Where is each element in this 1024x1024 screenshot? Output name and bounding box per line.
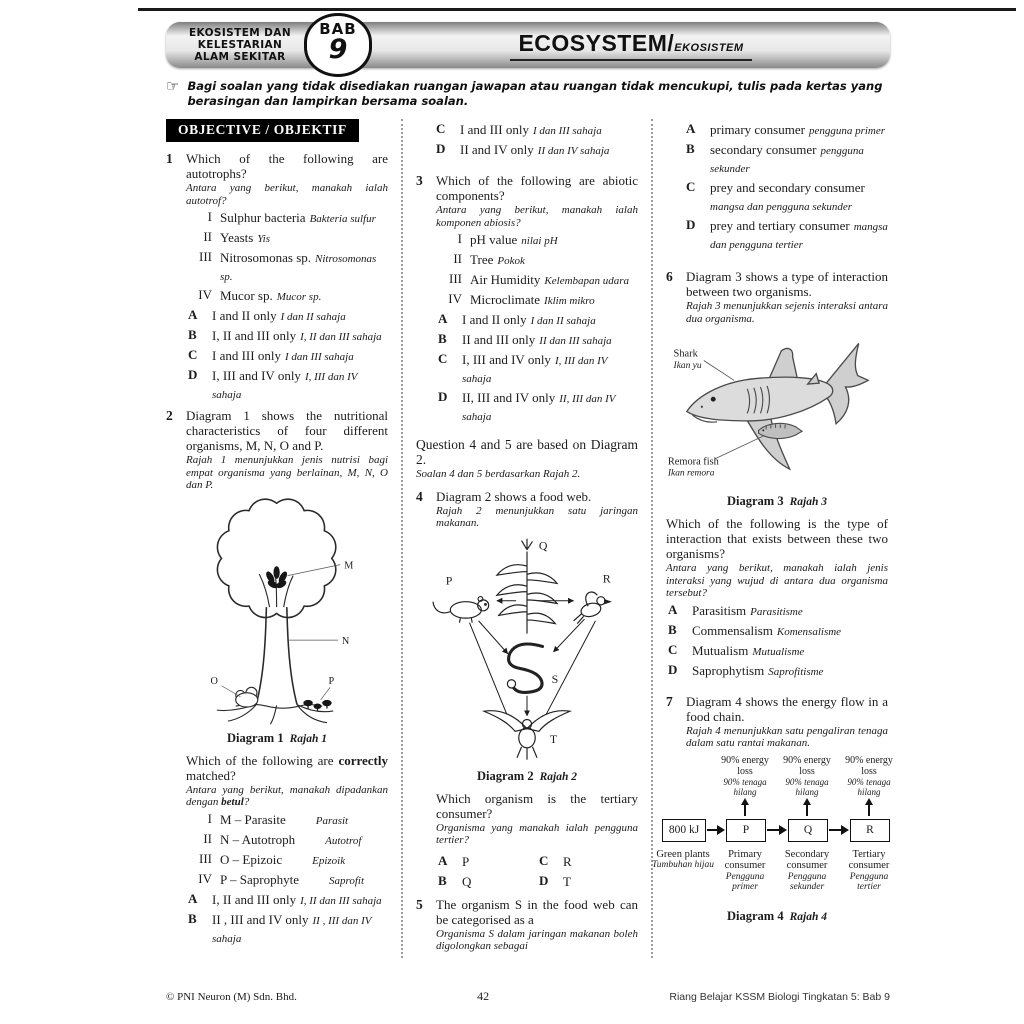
option-letter: D bbox=[438, 389, 448, 404]
option-letter: A bbox=[188, 890, 198, 906]
option-letter: D bbox=[539, 872, 549, 888]
option-en: I, III and IV only bbox=[462, 352, 551, 367]
tree-label-o: O bbox=[210, 675, 218, 687]
chapter-badge-number: 9 bbox=[328, 34, 348, 65]
option-ms: pengguna primer bbox=[808, 125, 886, 137]
option-letter: C bbox=[436, 121, 446, 136]
statement-row bbox=[188, 287, 388, 305]
question-7-number: 7 bbox=[666, 693, 673, 709]
statement-en: Yeasts bbox=[220, 230, 254, 245]
option-en: primary consumer bbox=[710, 122, 805, 137]
statement-en: N – Autotroph bbox=[220, 831, 296, 847]
energy-label-secondary: Secondary consumer Pengguna sekunder bbox=[784, 848, 830, 892]
note-en: Question 4 and 5 are based on Diagram 2. bbox=[416, 437, 638, 467]
question-4-options-right bbox=[539, 851, 638, 891]
option-row bbox=[539, 873, 638, 891]
option-row bbox=[668, 602, 888, 620]
diagram-4-caption-en: Diagram 4 bbox=[727, 908, 784, 923]
option-row bbox=[668, 642, 888, 660]
option-row bbox=[438, 853, 537, 871]
statement-numeral: I bbox=[207, 209, 212, 224]
question-3-number: 3 bbox=[416, 173, 423, 188]
question-6-sub-en: Which of the following is the type of interaction that exists between these two organisms? bbox=[666, 516, 888, 561]
statement-en: P – Saprophyte bbox=[220, 871, 299, 887]
option-ms: I, III dan IV sahaja bbox=[212, 371, 358, 401]
question-2 bbox=[166, 408, 388, 492]
energy-label-green-plants: Green plants Tumbuhan hijau bbox=[651, 848, 715, 870]
option-row bbox=[188, 327, 388, 345]
option-row bbox=[436, 121, 638, 139]
option-row bbox=[668, 622, 888, 640]
statement-en: O – Epizoic bbox=[220, 851, 283, 867]
question-2-options-cd bbox=[436, 121, 638, 159]
option-letter: A bbox=[438, 852, 448, 868]
footer-copyright: © PNI Neuron (M) Sdn. Bhd. bbox=[166, 991, 297, 1003]
energy-box-source: 800 kJ bbox=[662, 819, 706, 842]
statement-row bbox=[188, 209, 388, 227]
question-4-sub-en: Which organism is the tertiary consumer? bbox=[436, 790, 638, 821]
page-title-ms: EKOSISTEM bbox=[674, 42, 744, 54]
option-en: I and III only bbox=[212, 348, 281, 363]
statement-en: Tree bbox=[470, 252, 494, 267]
rat bbox=[433, 596, 489, 622]
column-3 bbox=[651, 119, 893, 958]
option-en: Mutualism bbox=[692, 642, 749, 658]
option-letter: C bbox=[438, 351, 448, 366]
food-web-label-s: S bbox=[551, 671, 559, 686]
statement-numeral: III bbox=[449, 271, 462, 286]
option-row bbox=[686, 179, 888, 215]
statement-row bbox=[188, 851, 388, 869]
option-letter: B bbox=[188, 327, 197, 342]
diagram-2-caption-ms: Rajah 2 bbox=[539, 770, 577, 783]
statement-ms: nilai pH bbox=[521, 235, 558, 247]
option-en: R bbox=[563, 853, 572, 869]
option-en: I, II and III only bbox=[212, 328, 297, 343]
option-ms: I dan III sahaja bbox=[532, 125, 602, 137]
page-title bbox=[396, 30, 866, 61]
shark-figure bbox=[666, 330, 888, 492]
option-row bbox=[188, 891, 388, 909]
question-4-sub bbox=[436, 791, 638, 847]
tree-label-n: N bbox=[341, 635, 350, 647]
option-letter: D bbox=[668, 661, 678, 677]
option-en: II , III and IV only bbox=[212, 911, 309, 927]
option-row bbox=[686, 121, 888, 139]
option-ms: mangsa dan pengguna sekunder bbox=[710, 201, 853, 213]
option-en: I and II only bbox=[462, 312, 527, 327]
option-row bbox=[188, 367, 388, 403]
option-ms: Saprofitisme bbox=[768, 665, 824, 678]
energy-label-tertiary: Tertiary consumer Pengguna tertier bbox=[848, 848, 890, 892]
option-ms: Mutualisme bbox=[752, 645, 805, 658]
statement-row bbox=[188, 229, 388, 247]
diagram-4-caption bbox=[666, 909, 888, 924]
question-4-5-note bbox=[416, 437, 638, 481]
diagram-2-caption-en: Diagram 2 bbox=[477, 768, 534, 783]
statement-row bbox=[438, 231, 638, 249]
theme-title bbox=[180, 27, 300, 63]
diagram-4-caption-ms: Rajah 4 bbox=[789, 910, 827, 923]
option-ms: I, II dan III sahaja bbox=[300, 894, 382, 907]
option-ms: II , III dan IV sahaja bbox=[212, 914, 372, 945]
shark-label-en: Shark bbox=[673, 348, 698, 360]
food-web-figure bbox=[422, 535, 632, 767]
option-row bbox=[438, 873, 537, 891]
question-5-number: 5 bbox=[416, 896, 423, 912]
question-4-text-en: Diagram 2 shows a food web. bbox=[436, 488, 592, 504]
energy-arrow-1 bbox=[707, 829, 718, 831]
option-letter: D bbox=[436, 141, 446, 156]
statement-ms: Pokok bbox=[497, 255, 525, 267]
statement-ms: Nitrosomonas sp. bbox=[220, 253, 377, 283]
option-letter: B bbox=[686, 141, 695, 156]
option-row bbox=[188, 307, 388, 325]
option-letter: D bbox=[188, 367, 198, 382]
energy-box-p: P bbox=[726, 819, 766, 842]
option-en: Saprophytism bbox=[692, 662, 765, 678]
question-4-options bbox=[436, 851, 638, 891]
snake-head bbox=[507, 679, 515, 687]
option-ms: mangsa dan pengguna tertier bbox=[710, 221, 888, 251]
option-letter: A bbox=[188, 307, 198, 322]
option-row bbox=[436, 141, 638, 159]
option-en: II and IV only bbox=[460, 142, 534, 157]
diagram-3-caption-en: Diagram 3 bbox=[727, 494, 784, 508]
option-letter: C bbox=[188, 347, 198, 362]
energy-flow-diagram bbox=[651, 754, 900, 901]
energy-loss-label-2: 90% energy loss 90% tenaga hilang bbox=[783, 754, 831, 797]
question-2-text-en: Diagram 1 shows the nutritional characteristics of four different organisms, M, N, O and P. bbox=[186, 408, 388, 453]
option-en: I, III and IV only bbox=[212, 368, 301, 383]
question-3-text-en: Which of the following are abiotic components? bbox=[436, 173, 638, 203]
question-4-number: 4 bbox=[416, 488, 423, 504]
energy-box-r: R bbox=[850, 819, 890, 842]
statement-ms: Kelembapan udara bbox=[544, 275, 630, 287]
tree-trunk bbox=[256, 607, 297, 705]
option-row bbox=[188, 347, 388, 365]
question-1 bbox=[166, 151, 388, 403]
question-4-text-ms: Rajah 2 menunjukkan satu jaringan makanan. bbox=[436, 504, 638, 529]
statement-numeral: III bbox=[199, 850, 212, 866]
question-1-text-ms: Antara yang berikut, manakah ialah autotrof? bbox=[186, 182, 388, 207]
statement-row bbox=[438, 271, 638, 289]
statement-numeral: I bbox=[207, 810, 212, 826]
diagram-3-figure bbox=[666, 330, 888, 492]
diagram-1-caption bbox=[166, 731, 388, 746]
energy-box-q: Q bbox=[788, 819, 828, 842]
question-7 bbox=[666, 694, 888, 750]
option-en: II and III only bbox=[462, 332, 536, 347]
shark-eye bbox=[711, 397, 716, 402]
question-columns bbox=[166, 119, 893, 958]
statement-ms: Saprofit bbox=[328, 874, 365, 887]
option-row bbox=[188, 911, 388, 947]
question-2-sub bbox=[186, 753, 388, 947]
diagram-2-caption bbox=[416, 769, 638, 784]
option-en: prey and tertiary consumer bbox=[710, 218, 850, 233]
remora-label-en: Remora fish bbox=[667, 456, 719, 468]
question-6-options bbox=[668, 602, 888, 680]
option-letter: C bbox=[668, 641, 678, 657]
option-letter: A bbox=[438, 311, 448, 326]
question-6-text-ms: Rajah 3 menunjukkan sejenis interaksi antara dua organisma. bbox=[686, 300, 888, 325]
column-2 bbox=[401, 119, 638, 958]
theme-line-1: EKOSISTEM DAN bbox=[188, 27, 292, 39]
statement-ms: Mucor sp. bbox=[276, 291, 322, 303]
food-web-label-q: Q bbox=[538, 538, 548, 553]
option-en: T bbox=[563, 873, 571, 889]
option-ms: II, III dan IV sahaja bbox=[462, 393, 616, 423]
statement-en: Mucor sp. bbox=[220, 288, 273, 303]
option-letter: B bbox=[438, 331, 447, 346]
chapter-badge-label: BAB bbox=[319, 20, 357, 38]
option-en: Q bbox=[462, 873, 472, 889]
statement-numeral: II bbox=[203, 229, 212, 244]
option-row bbox=[686, 141, 888, 177]
statement-numeral: III bbox=[199, 249, 212, 264]
instruction-note-text: Bagi soalan yang tidak disediakan ruangan jawapan atau ruangan tidak mencukupi, tulis pada kertas yang berasingan dan lampirkan bersama soalan. bbox=[187, 79, 883, 108]
statement-ms: Autotrof bbox=[325, 834, 362, 847]
question-7-text-ms: Rajah 4 menunjukkan satu pengaliran tenaga dalam satu rantai makanan. bbox=[686, 724, 888, 749]
statement-row bbox=[188, 249, 388, 285]
question-7-text-en: Diagram 4 shows the energy flow in a food chain. bbox=[686, 693, 888, 724]
option-ms: I, III dan IV sahaja bbox=[462, 355, 608, 385]
question-5-text-ms: Organisma S dalam jaringan makanan boleh digolongkan sebagai bbox=[436, 927, 638, 952]
option-ms: II dan IV sahaja bbox=[537, 145, 610, 157]
option-en: II, III and IV only bbox=[462, 390, 556, 405]
statement-en: Microclimate bbox=[470, 292, 541, 307]
option-en: Parasitism bbox=[692, 602, 747, 618]
option-letter: B bbox=[188, 910, 197, 926]
option-en: Commensalism bbox=[692, 622, 773, 638]
option-row bbox=[686, 217, 888, 253]
diagram-1-caption-ms: Rajah 1 bbox=[289, 732, 327, 745]
energy-loss-arrow-1 bbox=[744, 804, 746, 816]
option-en: I and II only bbox=[212, 308, 277, 323]
statement-row bbox=[188, 811, 388, 829]
diagram-2-figure bbox=[416, 535, 638, 767]
tree-label-p: P bbox=[328, 675, 335, 687]
option-row bbox=[438, 311, 638, 329]
question-2-number: 2 bbox=[166, 408, 173, 423]
option-ms: pengguna sekunder bbox=[710, 145, 864, 175]
statement-en: M – Parasite bbox=[220, 811, 286, 827]
energy-loss-arrow-3 bbox=[868, 804, 870, 816]
diagram-3-caption-ms: Rajah 3 bbox=[789, 496, 827, 508]
option-en: I, II and III only bbox=[212, 891, 297, 907]
option-ms: I dan II sahaja bbox=[530, 315, 596, 327]
footer-page-number: 42 bbox=[477, 989, 490, 1003]
question-5-text-en: The organism S in the food web can be categorised as a bbox=[436, 896, 638, 927]
energy-loss-label-3: 90% energy loss 90% tenaga hilang bbox=[845, 754, 893, 797]
option-en: P bbox=[462, 853, 470, 869]
option-letter: C bbox=[686, 179, 696, 194]
statement-ms: Yis bbox=[257, 233, 270, 245]
food-web-label-t: T bbox=[549, 731, 558, 746]
shark-dorsal-fin bbox=[768, 348, 797, 381]
option-row bbox=[438, 331, 638, 349]
question-6-sub-ms: Antara yang berikut, manakah ialah jenis interaksi yang wujud di antara dua organisma tersebut? bbox=[666, 562, 888, 599]
statement-row bbox=[188, 871, 388, 889]
question-2-items bbox=[188, 811, 388, 889]
statement-numeral: IV bbox=[198, 870, 212, 886]
statement-numeral: II bbox=[453, 251, 462, 266]
option-letter: B bbox=[668, 621, 677, 637]
option-en: prey and secondary consumer bbox=[710, 180, 865, 195]
option-ms: I, II dan III sahaja bbox=[300, 331, 382, 343]
theme-line-3: ALAM SEKITAR bbox=[194, 51, 286, 63]
page-footer bbox=[166, 989, 890, 1004]
energy-label-primary: Primary consumer Pengguna primer bbox=[724, 848, 766, 892]
theme-line-2: KELESTARIAN bbox=[197, 39, 283, 51]
option-ms: II dan III sahaja bbox=[539, 335, 612, 347]
option-ms: Komensalisme bbox=[776, 625, 842, 638]
question-4 bbox=[416, 489, 638, 530]
energy-loss-arrow-2 bbox=[806, 804, 808, 816]
question-3 bbox=[416, 173, 638, 425]
statement-row bbox=[188, 831, 388, 849]
tree-label-m: M bbox=[344, 560, 354, 572]
statement-en: Nitrosomonas sp. bbox=[220, 250, 311, 265]
question-1-text-en: Which of the following are autotrophs? bbox=[186, 151, 388, 181]
option-en: I and III only bbox=[460, 122, 529, 137]
remora-label-ms: Ikan remora bbox=[667, 468, 715, 479]
statement-en: pH value bbox=[470, 232, 518, 247]
statement-numeral: IV bbox=[198, 287, 212, 302]
question-4-sub-ms: Organisma yang manakah ialah pengguna tertier? bbox=[436, 821, 638, 846]
question-2-options-ab bbox=[188, 891, 388, 947]
option-ms: I dan III sahaja bbox=[284, 351, 354, 363]
statement-ms: Epizoik bbox=[312, 854, 346, 867]
question-6 bbox=[666, 269, 888, 325]
pointing-hand-icon: ☞ bbox=[166, 77, 180, 95]
option-row bbox=[438, 389, 638, 425]
question-6-sub bbox=[666, 516, 888, 680]
note-ms: Soalan 4 dan 5 berdasarkan Rajah 2. bbox=[416, 468, 581, 480]
question-3-items bbox=[438, 231, 638, 309]
energy-loss-label-1: 90% energy loss 90% tenaga hilang bbox=[721, 754, 769, 797]
statement-numeral: II bbox=[203, 830, 212, 846]
shark-label-ms: Ikan yu bbox=[673, 361, 702, 372]
question-6-text-en: Diagram 3 shows a type of interaction between two organisms. bbox=[686, 269, 888, 299]
chapter-header-bar bbox=[166, 22, 890, 68]
bird bbox=[574, 592, 611, 624]
energy-arrow-3 bbox=[829, 829, 842, 831]
question-1-number: 1 bbox=[166, 151, 173, 166]
question-2-sub-en: Which of the following are correctly matched? bbox=[186, 752, 388, 783]
option-row bbox=[438, 351, 638, 387]
option-en: secondary consumer bbox=[710, 142, 817, 157]
statement-row bbox=[438, 251, 638, 269]
option-letter: C bbox=[539, 852, 549, 868]
question-5-options bbox=[686, 121, 888, 253]
statement-en: Air Humidity bbox=[470, 272, 541, 287]
diagram-1-caption-en: Diagram 1 bbox=[227, 730, 284, 745]
diagram-1-figure bbox=[166, 497, 388, 729]
statement-numeral: I bbox=[457, 231, 462, 246]
question-1-options bbox=[188, 307, 388, 403]
statement-ms: Bakteria sulfur bbox=[309, 213, 376, 225]
statement-ms: Parasit bbox=[315, 814, 349, 827]
statement-ms: Iklim mikro bbox=[544, 295, 595, 307]
question-3-text-ms: Antara yang berikut, manakah ialah komponen abiosis? bbox=[436, 204, 638, 229]
question-1-items bbox=[188, 209, 388, 305]
page-title-en: ECOSYSTEM/ bbox=[518, 30, 675, 56]
tree-figure bbox=[166, 497, 388, 729]
chapter-badge bbox=[304, 13, 372, 77]
statement-numeral: IV bbox=[448, 291, 462, 306]
food-web-label-r: R bbox=[602, 571, 611, 586]
question-2-text-ms: Rajah 1 menunjukkan jenis nutrisi bagi empat organisma yang berlainan, M, N, O dan P. bbox=[186, 454, 388, 491]
corn-plant bbox=[497, 538, 557, 633]
option-ms: Parasitisme bbox=[750, 605, 803, 618]
food-web-label-p: P bbox=[445, 572, 453, 587]
energy-arrow-2 bbox=[767, 829, 780, 831]
diagram-3-caption bbox=[666, 494, 888, 509]
column-1 bbox=[166, 119, 388, 958]
epiphyte-m bbox=[264, 566, 288, 590]
option-letter: B bbox=[438, 872, 447, 888]
option-letter: A bbox=[686, 121, 696, 136]
question-4-options-left bbox=[438, 851, 537, 891]
footer-book-title: Riang Belajar KSSM Biologi Tingkatan 5: Bab 9 bbox=[669, 991, 890, 1003]
option-letter: A bbox=[668, 601, 678, 617]
question-2-sub-ms: Antara yang berikut, manakah dipadankan dengan betul? bbox=[186, 783, 388, 808]
objective-section-label: OBJECTIVE / OBJEKTIF bbox=[166, 119, 359, 142]
instruction-note bbox=[166, 79, 890, 109]
option-letter: D bbox=[686, 217, 696, 232]
statement-row bbox=[438, 291, 638, 309]
question-5 bbox=[416, 897, 638, 953]
question-6-number: 6 bbox=[666, 269, 673, 284]
option-ms: I dan II sahaja bbox=[280, 311, 346, 323]
fungus-o bbox=[236, 687, 258, 707]
question-3-options bbox=[438, 311, 638, 425]
option-row bbox=[539, 853, 638, 871]
option-row bbox=[668, 662, 888, 680]
statement-en: Sulphur bacteria bbox=[220, 210, 306, 225]
